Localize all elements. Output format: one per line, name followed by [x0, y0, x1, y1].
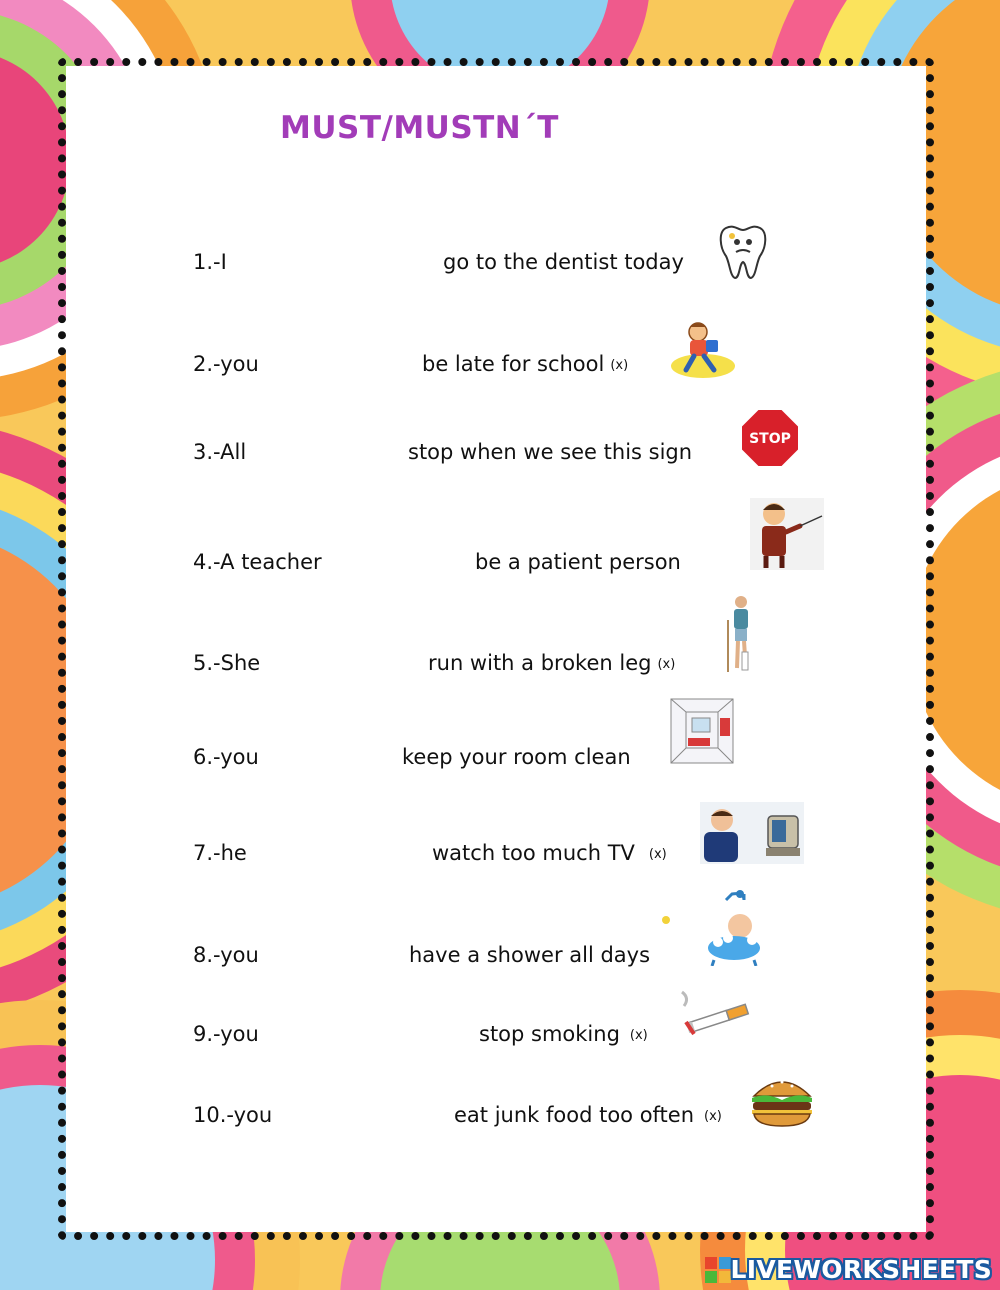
- phrase-text: be a patient person: [475, 550, 681, 574]
- negative-mark: (x): [610, 358, 629, 373]
- negative-mark: (x): [629, 1028, 648, 1043]
- phrase-text: eat junk food too often (x): [454, 1103, 722, 1127]
- phrase-text: run with a broken leg (x): [428, 651, 676, 675]
- teacher-icon: [750, 498, 824, 570]
- phrase-text: be late for school (x): [422, 352, 629, 376]
- subject-text: 5.-She: [193, 651, 261, 675]
- subject-text: 7.-he: [193, 841, 247, 865]
- phrase-text: have a shower all days: [409, 943, 651, 967]
- phrase-text: keep your room clean: [402, 745, 631, 769]
- subject-text: 8.-you: [193, 943, 259, 967]
- brand-name: LIVEWORKSHEETS: [730, 1255, 992, 1284]
- clean-room-icon: [670, 698, 734, 764]
- negative-mark: (x): [657, 657, 676, 672]
- phrase-text: watch too much TV (x): [432, 841, 667, 865]
- running-boy-icon: [668, 320, 738, 382]
- subject-text: 9.-you: [193, 1022, 259, 1046]
- subject-text: 3.-All: [193, 440, 247, 464]
- phrase-text: stop smoking (x): [479, 1022, 648, 1046]
- subject-text: 10.-you: [193, 1103, 273, 1127]
- negative-mark: (x): [704, 1109, 722, 1124]
- cigarette-icon: [676, 988, 752, 1038]
- tv-watching-icon: [700, 802, 804, 864]
- phrase-text: go to the dentist today: [443, 250, 684, 274]
- burger-icon: [750, 1072, 814, 1128]
- subject-text: 2.-you: [193, 352, 259, 376]
- stop-sign-text: STOP: [749, 431, 791, 447]
- subject-text: 6.-you: [193, 745, 259, 769]
- shower-icon: [660, 890, 760, 966]
- broken-leg-icon: [724, 594, 758, 674]
- tooth-icon: [718, 222, 768, 280]
- live-logo-icon: [705, 1257, 731, 1283]
- liveworksheets-logo: [705, 1255, 992, 1284]
- subject-text: 4.-A teacher: [193, 550, 322, 574]
- worksheet-paper: [66, 66, 926, 1232]
- phrase-text: stop when we see this sign: [408, 440, 693, 464]
- negative-mark: (x): [648, 847, 667, 862]
- subject-text: 1.-I: [193, 250, 227, 274]
- stop-sign-icon: [740, 408, 800, 468]
- worksheet-title: MUST/MUSTN´T: [280, 110, 559, 146]
